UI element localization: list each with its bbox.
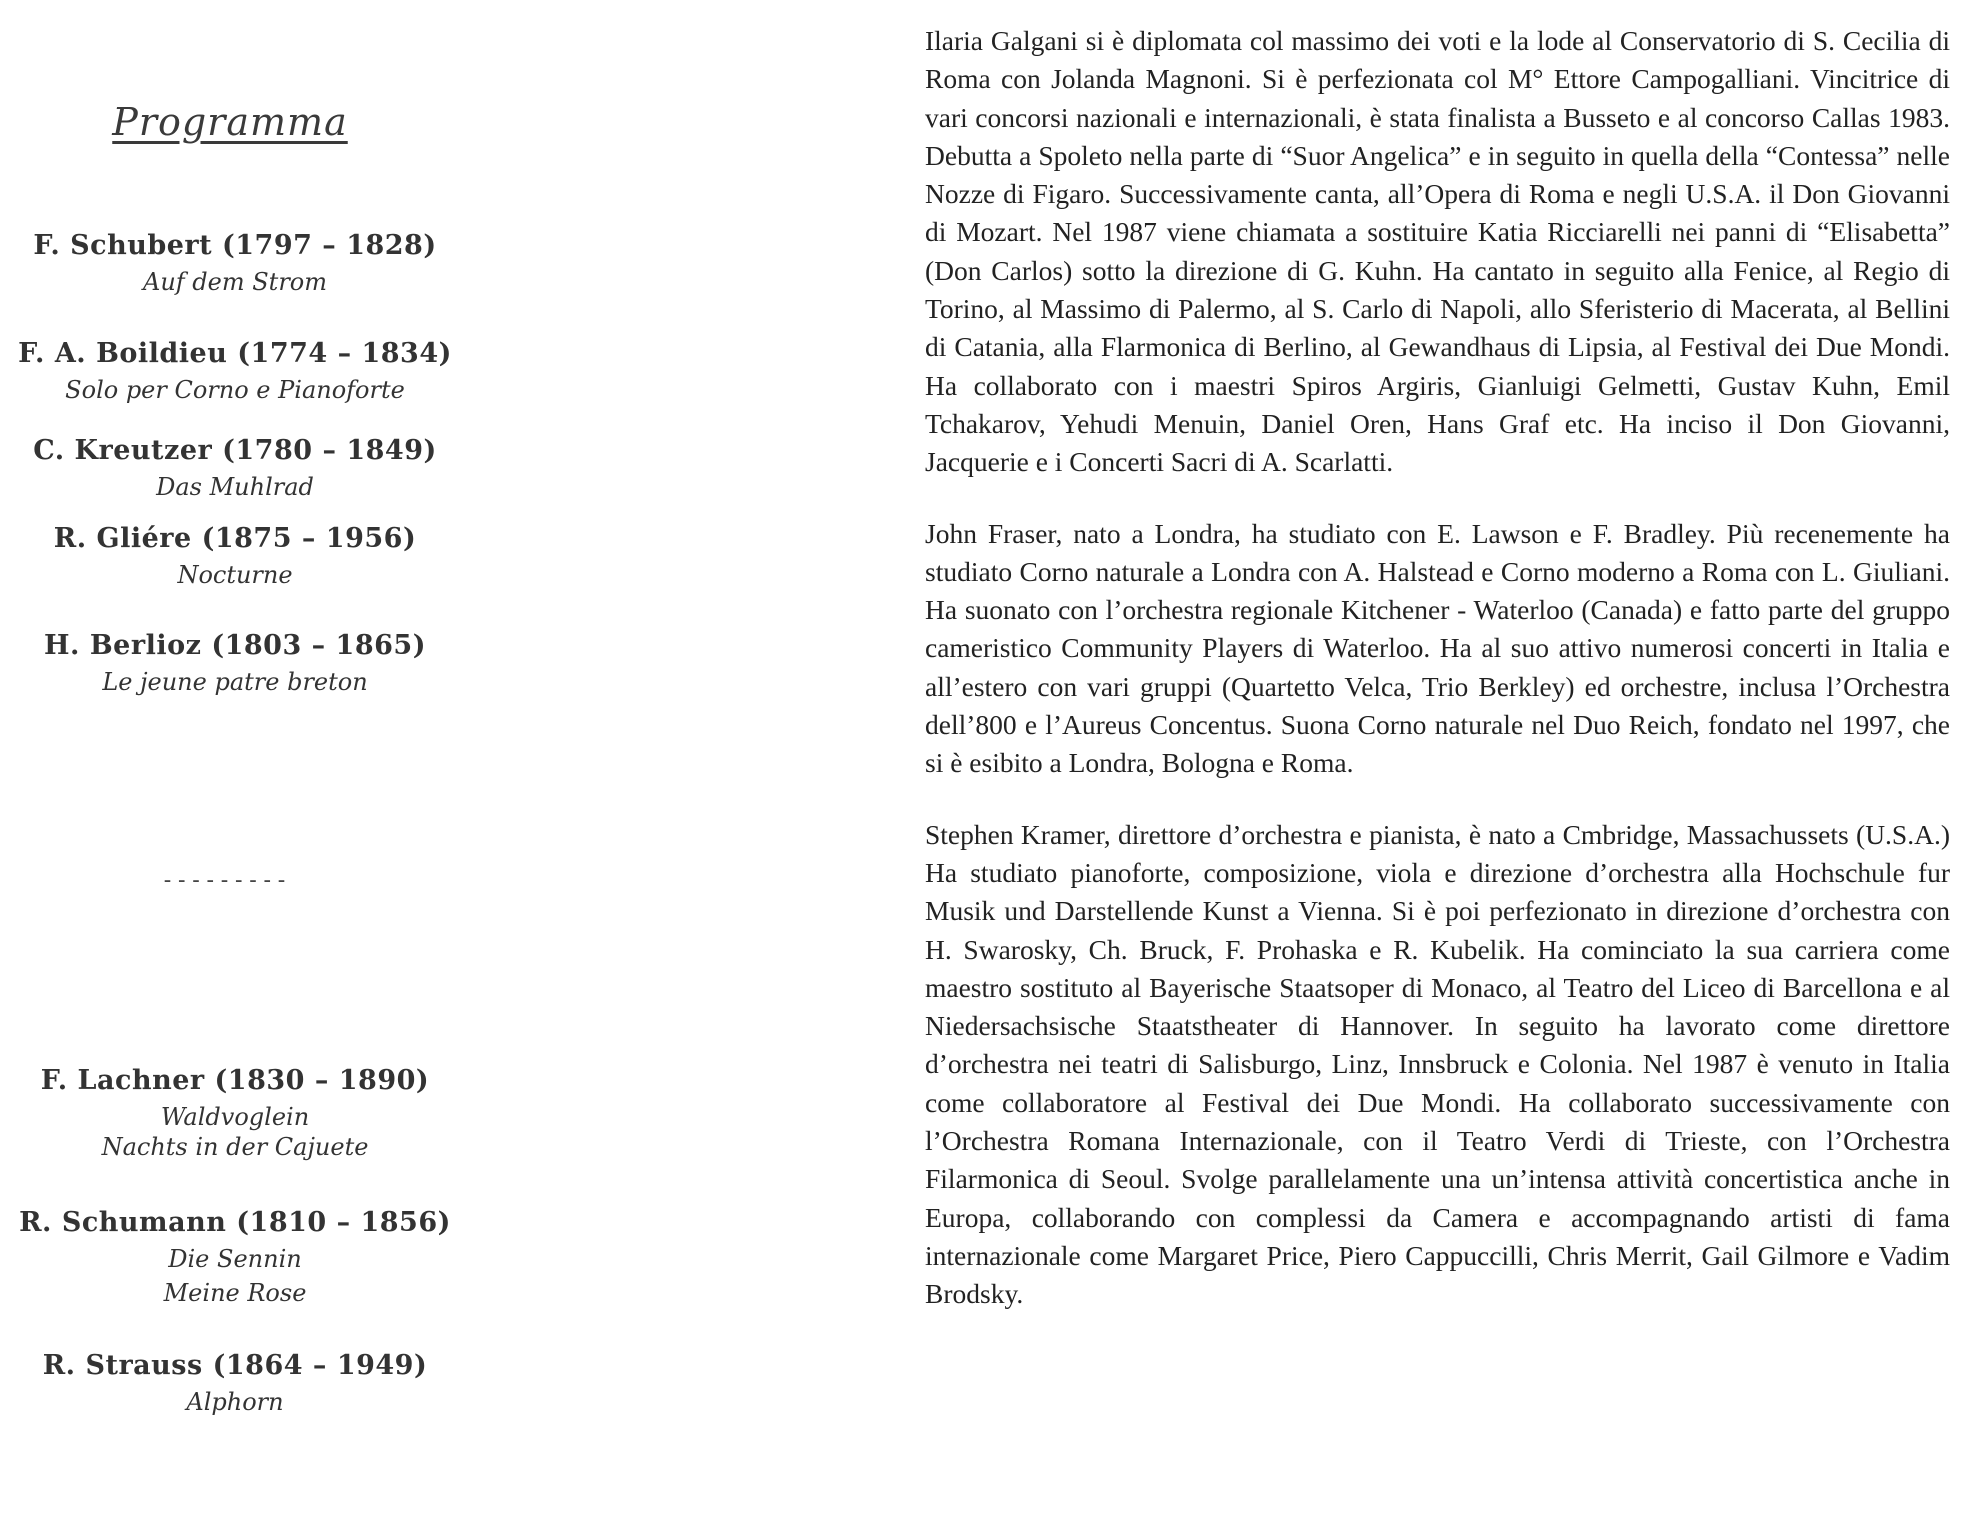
program-piece bbox=[0, 230, 470, 297]
program-piece bbox=[0, 1207, 470, 1308]
work-title: Alphorn bbox=[186, 1388, 284, 1416]
work-title: Solo per Corno e Pianoforte bbox=[65, 376, 405, 404]
biographies-column bbox=[925, 22, 1950, 1347]
program-piece bbox=[0, 338, 470, 405]
composer-name: R. Gliére (1875 – 1956) bbox=[53, 523, 417, 554]
program-piece bbox=[0, 1065, 470, 1162]
work-title: Waldvoglein bbox=[160, 1103, 310, 1131]
work-title: Le jeune patre breton bbox=[102, 668, 368, 696]
composer-name: H. Berlioz (1803 – 1865) bbox=[44, 630, 426, 661]
program-separator: --------- bbox=[160, 868, 290, 893]
work-title: Auf dem Strom bbox=[142, 268, 328, 296]
composer-name: R. Schumann (1810 – 1856) bbox=[19, 1207, 451, 1238]
work-title: Die Sennin bbox=[168, 1245, 302, 1273]
biography-galgani: Ilaria Galgani si è diplomata col massimo dei voti e la lode al Conservatorio di S. Cecilia di Roma con Jolanda Magnoni. Si è perfezionata col M° Ettore Campogalliani. Vincitrice di vari concorsi nazionali e internazionali, è stata finalista a Busseto e al concorso Callas 1983. Debutta a Spoleto nella parte di “Suor Angelica” e in seguito in quella della “Contessa” nelle Nozze di Figaro. Successivamente canta, all’Opera di Roma e negli U.S.A. il Don Giovanni di Mozart. Nel 1987 viene chiamata a sostituire Katia Ricciarelli nei panni di “Elisabetta” (Don Carlos) sotto la direzione di G. Kuhn. Ha cantato in seguito alla Fenice, al Regio di Torino, al Massimo di Palermo, al S. Carlo di Napoli, allo Sferisterio di Macerata, al Bellini di Catania, alla Flarmonica di Berlino, al Gewandhaus di Lipsia, al Festival dei Due Mondi. Ha collaborato con i maestri Spiros Argiris, Gianluigi Gelmetti, Gustav Kuhn, Emil Tchakarov, Yehudi Menuin, Daniel Oren, Hans Graf etc. Ha inciso il Don Giovanni, Jacquerie e i Concerti Sacri di A. Scarlatti. bbox=[925, 25, 1950, 478]
program-piece bbox=[0, 435, 470, 502]
composer-name: F. Lachner (1830 – 1890) bbox=[40, 1065, 430, 1096]
program-piece bbox=[0, 630, 470, 697]
program-piece bbox=[0, 1350, 470, 1417]
biography-fraser: John Fraser, nato a Londra, ha studiato con E. Lawson e F. Bradley. Più recenemente ha studiato Corno naturale a Londra con A. Halstead e Corno moderno a Roma con L. Giuliani. Ha suonato con l’orchestra regionale Kitchener - Waterloo (Canada) e fatto parte del gruppo cameristico Community Players di Waterloo. Ha al suo attivo numerosi concerti in Italia e all’estero con vari gruppi (Quartetto Velca, Trio Berkley) ed orchestre, inclusa l’Orchestra dell’800 e l’Aureus Concentus. Suona Corno naturale nel Duo Reich, fondato nel 1997, che si è esibito a Londra, Bologna e Roma. bbox=[925, 517, 1950, 779]
work-title: Meine Rose bbox=[163, 1279, 307, 1307]
program-piece bbox=[0, 523, 470, 590]
composer-name: R. Strauss (1864 – 1949) bbox=[42, 1350, 428, 1381]
work-title: Nachts in der Cajuete bbox=[101, 1133, 369, 1161]
composer-name: F. A. Boildieu (1774 – 1834) bbox=[18, 338, 452, 369]
composer-name: C. Kreutzer (1780 – 1849) bbox=[33, 435, 437, 466]
program-title: Programma bbox=[112, 100, 348, 144]
composer-name: F. Schubert (1797 – 1828) bbox=[33, 230, 437, 261]
work-title: Das Muhlrad bbox=[156, 473, 314, 501]
biography-kramer: Stephen Kramer, direttore d’orchestra e pianista, è nato a Cmbridge, Massachussets (U.S.A.) Ha studiato pianoforte, composizione, viola e direzione d’orchestra alla Hochschule fur Musik und Darstellende Kunst a Vienna. Si è poi perfezionato in direzione d’orchestra con H. Swarosky, Ch. Bruck, F. Prohaska e R. Kubelik. Ha cominciato la sua carriera come maestro sostituto al Bayerische Staatsoper di Monaco, al Teatro del Liceo di Barcellona e al Niedersachsische Staatstheater di Hannover. In seguito ha lavorato come direttore d’orchestra nei teatri di Salisburgo, Linz, Innsbruck e Colonia. Nel 1987 è venuto in Italia come collaboratore al Festival dei Due Mondi. Ha collaborato successivamente con l’Orchestra Romana Internazionale, con il Teatro Verdi di Trieste, con l’Orchestra Filarmonica di Seoul. Svolge parallelamente una un’intensa attività concertistica anche in Europa, collaborando con complessi da Camera e accompagnando artisti di fama internazionale come Margaret Price, Piero Cappuccilli, Chris Merrit, Gail Gilmore e Vadim Brodsky. bbox=[925, 818, 1950, 1310]
work-title: Nocturne bbox=[177, 561, 293, 589]
